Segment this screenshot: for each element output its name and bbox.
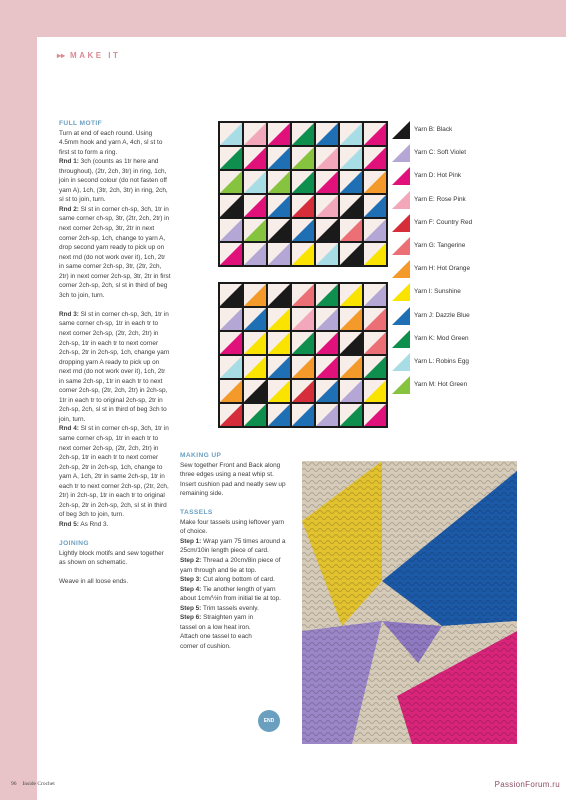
- schematic-back-square: [363, 403, 387, 427]
- yarn-swatch-icon: [392, 167, 410, 185]
- schematic-front-square: [267, 122, 291, 146]
- legend-item: [392, 191, 532, 211]
- legend-label: Yarn C: Soft Violet: [414, 149, 466, 157]
- schematic-back-square: [315, 355, 339, 379]
- schematic-back-square: [339, 307, 363, 331]
- yarn-swatch-icon: [392, 283, 410, 301]
- schematic-front-square: [219, 170, 243, 194]
- rnd5-text: As Rnd 3.: [78, 520, 109, 528]
- rnd1-label: Rnd 1:: [59, 158, 79, 166]
- section-header: [57, 51, 120, 60]
- schematic-front-square: [243, 218, 267, 242]
- legend-label: Yarn H: Hot Orange: [414, 265, 471, 273]
- schematic-front-square: [243, 122, 267, 146]
- tassels-heading: TASSELS: [180, 509, 213, 517]
- schematic-back-square: [267, 379, 291, 403]
- schematic-front-square: [339, 242, 363, 266]
- schematic-front-square: [291, 194, 315, 218]
- full-motif-intro: Turn at end of each round. Using 4.5mm hook and yarn A, 4ch, sl st to first st to form a ring.: [59, 129, 163, 156]
- schematic-front-square: [315, 146, 339, 170]
- schematic-back-square: [363, 283, 387, 307]
- end-badge: END: [258, 710, 280, 732]
- page-number: 96: [11, 781, 17, 787]
- step-text: Thread a 20cm/8in piece of yarn through and tie at top.: [180, 556, 281, 574]
- schematic-back-square: [219, 307, 243, 331]
- legend-label: Yarn L: Robins Egg: [414, 358, 469, 365]
- legend-label: Yarn F: Country Red: [414, 218, 473, 226]
- schematic-back-square: [339, 379, 363, 403]
- legend-label: Yarn J: Dazzle Blue: [414, 311, 470, 319]
- legend-item: [392, 330, 532, 350]
- crochet-photo: [302, 461, 517, 744]
- step-label: Step 2:: [180, 556, 202, 564]
- schematic-back-square: [291, 283, 315, 307]
- yarn-swatch-icon: [392, 191, 410, 209]
- schematic-front-square: [267, 242, 291, 266]
- full-motif-heading: FULL MOTIF: [59, 120, 103, 127]
- schematic-front-square: [219, 218, 243, 242]
- making-up-heading: MAKING UP: [180, 452, 222, 459]
- schematic-back-square: [315, 379, 339, 403]
- yarn-swatch-icon: [392, 307, 410, 325]
- tassel-step-5: [180, 604, 290, 614]
- step-text: Wrap yarn 75 times around a 25cm/10in length piece of card.: [180, 537, 286, 555]
- left-column: [59, 119, 171, 587]
- schematic-back-square: [291, 379, 315, 403]
- schematic-back-square: [243, 355, 267, 379]
- rnd3-label: Rnd 3:: [59, 310, 79, 318]
- making-up-text-2: Insert cushion pad and neatly sew up remaining side.: [180, 480, 286, 498]
- schematic-back-square: [243, 307, 267, 331]
- legend-item: [392, 237, 532, 257]
- rnd4-text: Sl st in corner ch-sp, 3ch, 1tr in same corner ch-sp, 1tr in each tr to next corner 2ch-sp, (2tr, 2ch, 2tr) in 2ch-sp, 1tr in each tr to next corner 2ch-sp, 2tr in 2ch-sp, 1ch, change to yarn A, 1ch, 2tr in same 2ch-sp, 1tr in each tr to next corner 2ch-sp, (2tr, 2ch, 2tr) in 2ch-sp, 1tr in each tr to original 2ch-sp, 2tr in 2ch-sp, 2ch, sl st in third of beg 3ch to join, turn.: [59, 425, 169, 519]
- legend-item: [392, 376, 532, 396]
- page-footer: [11, 781, 55, 787]
- schematic-back-square: [363, 379, 387, 403]
- schematic-front-square: [243, 242, 267, 266]
- schematic-front-square: [363, 218, 387, 242]
- schematic-front-square: [339, 146, 363, 170]
- schematic-back: [218, 282, 388, 428]
- yarn-swatch-icon: [392, 260, 410, 278]
- legend-label: Yarn B: Black: [414, 126, 453, 133]
- schematic-back-square: [339, 355, 363, 379]
- legend-item: [392, 121, 532, 141]
- schematic-back-square: [315, 307, 339, 331]
- page: [11, 37, 566, 800]
- schematic-front: [218, 121, 388, 267]
- schematic-front-square: [219, 194, 243, 218]
- schematic-front-square: [339, 194, 363, 218]
- schematic-front-square: [267, 170, 291, 194]
- step-label: Step 1:: [180, 537, 202, 545]
- magazine-title: Inside Crochet: [22, 781, 55, 787]
- step-label: Step 5:: [180, 604, 202, 612]
- schematic-back-square: [363, 355, 387, 379]
- rnd2-text: Sl st in corner ch-sp, 3ch, 1tr in same corner ch-sp, 3tr, (2tr, 2ch, 2tr) in next corner 2ch-sp, 3tr, 2tr in next corner 2ch-sp, 1ch, change to yarn A, drop second yarn ready to pick up on next rnd (do not work over it), 1ch, 2tr in same corner 2ch-sp, 3tr, (2tr, 2ch, 2tr) in next corner 2ch-sp, 3tr, 2tr in first corner 2ch-sp, 2ch, sl st in third of beg 3ch to join, turn.: [59, 205, 171, 299]
- schematic-front-square: [291, 146, 315, 170]
- rnd1-paragraph: [59, 157, 171, 205]
- legend-item: [392, 260, 532, 280]
- schematic-back-square: [243, 379, 267, 403]
- schematic-back-square: [363, 331, 387, 355]
- rnd4-paragraph: [59, 424, 171, 519]
- schematic-front-square: [339, 218, 363, 242]
- schematic-back-square: [291, 403, 315, 427]
- rnd5-label: Rnd 5:: [59, 520, 79, 528]
- schematic-back-square: [291, 331, 315, 355]
- schematic-back-square: [219, 379, 243, 403]
- rnd2-label: Rnd 2:: [59, 205, 79, 213]
- yarn-swatch-icon: [392, 353, 410, 371]
- middle-column: [180, 451, 290, 651]
- step-label: Step 3:: [180, 576, 202, 584]
- tassel-step-3: [180, 575, 290, 585]
- yarn-swatch-icon: [392, 144, 410, 162]
- schematic-back-square: [291, 355, 315, 379]
- schematic-front-square: [315, 194, 339, 218]
- schematic-front-square: [243, 170, 267, 194]
- schematic-front-square: [315, 170, 339, 194]
- crochet-photo-image: [302, 461, 517, 744]
- legend-item: [392, 214, 532, 234]
- making-up-text-1: Sew together Front and Back along three edges using a neat whip st.: [180, 461, 281, 479]
- tassel-step-2: [180, 556, 290, 575]
- tassel-step-6: [180, 613, 265, 651]
- rnd3-text: Sl st in corner ch-sp, 3ch, 1tr in same corner ch-sp, 1tr in each tr to next corner 2ch-sp, (2tr, 2ch, 2tr) in 2ch-sp, 1tr in each tr to next corner 2ch-sp, 2tr in 2ch-sp, 1ch, change yarn dropping yarn A ready to pick up on next rnd (do not work over it), 1ch, 2tr in same 2ch-sp, 1tr in each tr to next corner 2ch-sp, (2tr, 2ch, 2tr) in 2ch-sp, 1tr in each tr to original 2ch-sp, 2tr in 2ch-sp, 2ch, sl st in third of beg 3ch to join, turn.: [59, 310, 170, 423]
- schematic-back-square: [243, 331, 267, 355]
- schematic-back-square: [243, 283, 267, 307]
- schematic-back-square: [267, 283, 291, 307]
- schematic-back-square: [267, 403, 291, 427]
- legend-item: [392, 353, 532, 373]
- schematic-back-square: [219, 331, 243, 355]
- schematic-front-square: [291, 242, 315, 266]
- step-text: Tie another length of yarn about 1cm/½in from initial tie at top.: [180, 585, 281, 603]
- schematic-front-square: [267, 194, 291, 218]
- schematic-front-square: [339, 122, 363, 146]
- schematic-back-square: [363, 307, 387, 331]
- watermark: PassionForum.ru: [494, 780, 560, 789]
- step-text: Trim tassels evenly.: [201, 604, 259, 612]
- schematic-back-square: [339, 403, 363, 427]
- rnd4-label: Rnd 4:: [59, 425, 79, 433]
- tassel-step-1: [180, 537, 290, 556]
- legend-label: Yarn I: Sunshine: [414, 288, 461, 296]
- schematic-back-square: [315, 331, 339, 355]
- schematic-front-square: [363, 170, 387, 194]
- schematic-back-square: [315, 283, 339, 307]
- schematic-back-square: [219, 355, 243, 379]
- schematic-front-square: [363, 146, 387, 170]
- weave-text: Weave in all loose ends.: [59, 578, 129, 586]
- step-text: Straighten yarn in tassel on a low heat iron. Attach one tassel to each corner of cushion.: [180, 614, 254, 650]
- schematic-front-square: [363, 122, 387, 146]
- yarn-swatch-icon: [392, 121, 410, 139]
- schematic-back-square: [291, 307, 315, 331]
- legend-item: [392, 307, 532, 327]
- schematic-back-square: [315, 403, 339, 427]
- schematic-front-square: [315, 242, 339, 266]
- schematic-front-square: [219, 146, 243, 170]
- joining-heading: JOINING: [59, 539, 89, 547]
- schematic-back-square: [243, 403, 267, 427]
- legend-label: Yarn G: Tangerine: [414, 242, 466, 249]
- schematic-front-square: [315, 122, 339, 146]
- rnd3-paragraph: [59, 310, 171, 425]
- schematic-front-square: [339, 170, 363, 194]
- schematic-front-square: [291, 122, 315, 146]
- schematic-front-square: [243, 146, 267, 170]
- arrow-icon: ▸▸: [57, 51, 66, 60]
- yarn-swatch-icon: [392, 330, 410, 348]
- legend-item: [392, 283, 532, 303]
- schematic-front-square: [243, 194, 267, 218]
- legend-label: Yarn K: Mod Green: [414, 334, 469, 342]
- rnd1-text: 3ch (counts as 1tr here and throughout), (2tr, 2ch, 3tr) in ring, 1ch, join in second colour (do not fasten off yarn A), 1ch, (3tr, 2ch, 3tr) in ring, 2ch, sl st to join, turn.: [59, 158, 168, 204]
- schematic-front-square: [363, 194, 387, 218]
- rnd2-paragraph: [59, 205, 171, 300]
- schematic-front-square: [219, 242, 243, 266]
- joining-text: Lightly block motifs and sew together as shown on schematic.: [59, 549, 164, 567]
- legend-label: Yarn M: Hot Green: [414, 381, 468, 389]
- rnd5-paragraph: [59, 520, 171, 530]
- schematic-back-square: [267, 331, 291, 355]
- schematic-front-square: [363, 242, 387, 266]
- schematic-back-square: [219, 403, 243, 427]
- schematic-back-square: [339, 331, 363, 355]
- legend-label: Yarn E: Rose Pink: [414, 195, 466, 203]
- schematic-back-square: [219, 283, 243, 307]
- section-title: MAKE IT: [70, 51, 121, 60]
- yarn-swatch-icon: [392, 214, 410, 232]
- schematic-back-square: [267, 355, 291, 379]
- schematic-back-square: [339, 283, 363, 307]
- legend-item: [392, 144, 532, 164]
- schematic-back-square: [267, 307, 291, 331]
- yarn-swatch-icon: [392, 237, 410, 255]
- schematic-front-square: [267, 218, 291, 242]
- schematic-front-square: [291, 218, 315, 242]
- tassel-step-4: [180, 585, 290, 604]
- yarn-swatch-icon: [392, 376, 410, 394]
- schematic-front-square: [315, 218, 339, 242]
- legend-label: Yarn D: Hot Pink: [414, 172, 462, 180]
- step-label: Step 4:: [180, 585, 202, 593]
- schematic-front-square: [267, 146, 291, 170]
- tassels-intro: Make four tassels using leftover yarn of choice.: [180, 518, 285, 536]
- legend-item: [392, 167, 532, 187]
- step-text: Cut along bottom of card.: [201, 576, 275, 584]
- schematic-front-square: [219, 122, 243, 146]
- step-label: Step 6:: [180, 614, 202, 622]
- schematic-front-square: [291, 170, 315, 194]
